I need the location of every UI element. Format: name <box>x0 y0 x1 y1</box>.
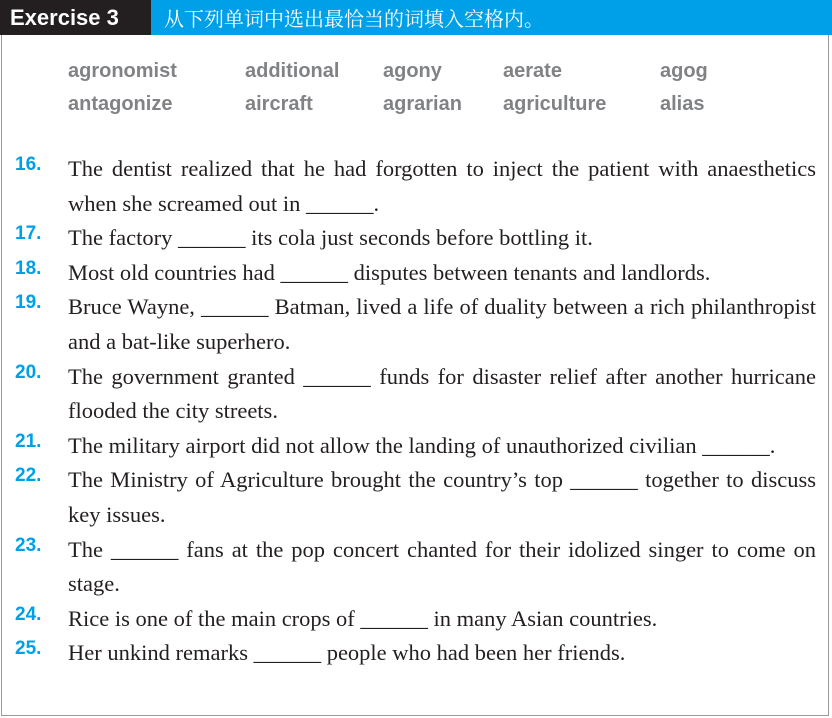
word-bank-item: antagonize <box>68 93 173 115</box>
question-number: 21. <box>15 430 42 452</box>
question-text: The factory ______ its cola just seconds before bottling it. <box>68 225 593 251</box>
question-number: 17. <box>15 223 42 245</box>
question-number: 18. <box>15 257 42 279</box>
question-number: 25. <box>15 638 42 660</box>
question-text: Rice is one of the main crops of ______ in many Asian countries. <box>68 605 658 631</box>
question-item <box>0 533 832 602</box>
question-number: 19. <box>15 292 42 314</box>
question-text: The government granted ______ funds for disaster relief after another hurricane flooded the city streets. <box>68 363 816 424</box>
question-number: 20. <box>15 361 42 383</box>
word-bank-item: aerate <box>503 60 562 82</box>
word-bank-item: agrarian <box>383 93 462 115</box>
exercise-label: Exercise 3 <box>0 0 151 35</box>
question-text: The dentist realized that he had forgotten to inject the patient with anaesthetics when she screamed out in ______. <box>68 156 816 216</box>
word-bank-item: aircraft <box>245 93 313 115</box>
question-text: The Ministry of Agriculture brought the country’s top ______ together to discuss key issues. <box>68 467 816 527</box>
question-item <box>0 290 832 359</box>
word-bank-item: alias <box>660 93 705 115</box>
word-bank-item: agony <box>383 60 442 82</box>
word-bank-item: agronomist <box>68 60 177 82</box>
question-number: 24. <box>15 603 42 625</box>
question-text: The military airport did not allow the landing of unauthorized civilian ______. <box>68 432 776 458</box>
question-text: Her unkind remarks ______ people who had been her friends. <box>68 640 626 666</box>
word-bank-item: agriculture <box>503 93 607 115</box>
question-item <box>0 360 832 429</box>
question-item <box>0 602 832 637</box>
question-number: 16. <box>15 154 42 175</box>
question-item <box>0 152 832 221</box>
question-item <box>0 221 832 256</box>
question-item <box>0 429 832 464</box>
question-item <box>0 256 832 291</box>
exercise-instruction: 从下列单词中选出最恰当的词填入空格内。 <box>151 0 832 35</box>
question-text: Most old countries had ______ disputes between tenants and landlords. <box>68 259 711 285</box>
exercise-header <box>0 0 832 35</box>
question-text: Bruce Wayne, ______ Batman, lived a life of duality between a rich philanthropist and a bat-like superhero. <box>68 294 816 354</box>
question-number: 22. <box>15 465 42 487</box>
question-list <box>0 152 832 671</box>
question-text: The ______ fans at the pop concert chanted for their idolized singer to come on stage. <box>68 536 816 597</box>
word-bank-item: additional <box>245 60 340 82</box>
word-bank-item: agog <box>660 60 708 82</box>
question-item <box>0 636 832 671</box>
question-number: 23. <box>15 534 42 556</box>
question-item <box>0 463 832 532</box>
